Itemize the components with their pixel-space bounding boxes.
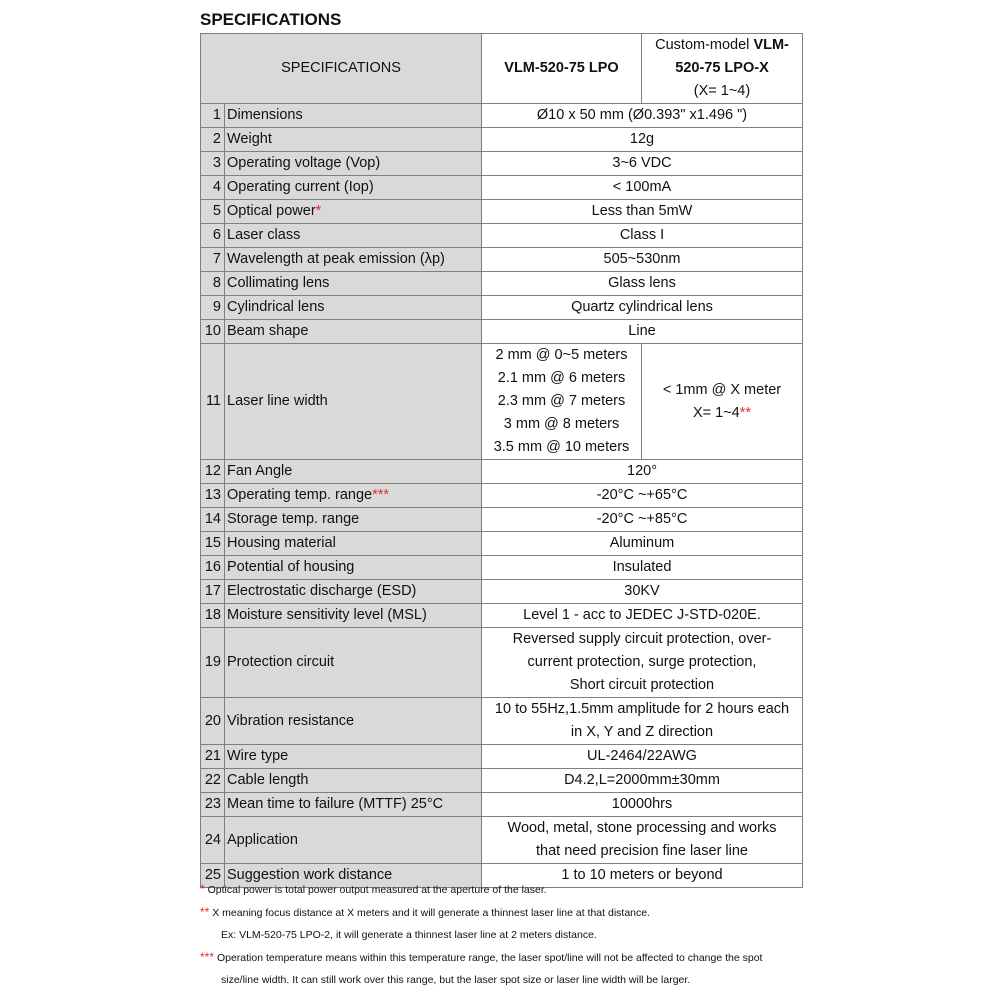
row-value-line: 3 mm @ 8 meters [503, 416, 620, 432]
row-label [225, 460, 482, 484]
row-label-text: Cylindrical lens [227, 299, 325, 315]
row-number: 17 [201, 580, 225, 604]
row-number: 3 [201, 152, 225, 176]
row-label [225, 152, 482, 176]
row-label [225, 484, 482, 508]
row-label-text: Fan Angle [227, 463, 293, 479]
row-value [482, 698, 803, 745]
row-number: 8 [201, 272, 225, 296]
footnote-2 [200, 901, 800, 924]
row-value: 1 to 10 meters or beyond [482, 864, 803, 888]
row-label [225, 104, 482, 128]
table-row [201, 128, 803, 152]
row-label [225, 556, 482, 580]
row-value: 3~6 VDC [482, 152, 803, 176]
row-label-text: Mean time to failure (MTTF) 25°C [227, 796, 444, 812]
row-number: 15 [201, 532, 225, 556]
table-row [201, 320, 803, 344]
table-row [201, 745, 803, 769]
row-value: < 100mA [482, 176, 803, 200]
table-row [201, 604, 803, 628]
row-label-text: Suggestion work distance [227, 867, 393, 883]
row-number: 12 [201, 460, 225, 484]
row-value: Glass lens [482, 272, 803, 296]
custom-value-line: < 1mm @ X meter [662, 381, 782, 398]
row-label [225, 344, 482, 460]
row-label [225, 580, 482, 604]
row-value: -20°C ~+65°C [482, 484, 803, 508]
row-label-text: Operating current (Iop) [227, 179, 374, 195]
row-label [225, 817, 482, 864]
table-row [201, 532, 803, 556]
custom-value-text: X= 1~4 [692, 404, 740, 421]
row-value: 505~530nm [482, 248, 803, 272]
row-number: 7 [201, 248, 225, 272]
footnote-marker: *** [372, 487, 390, 503]
header-custom-bold-b: 520-75 LPO-X [675, 60, 769, 76]
row-value: Level 1 - acc to JEDEC J-STD-020E. [482, 604, 803, 628]
row-number: 19 [201, 628, 225, 698]
row-value-line: Short circuit protection [569, 677, 715, 693]
row-value: Ø10 x 50 mm (Ø0.393" x1.496 ") [482, 104, 803, 128]
row-label [225, 508, 482, 532]
row-number: 20 [201, 698, 225, 745]
row-number: 18 [201, 604, 225, 628]
row-custom-value [642, 344, 803, 460]
row-value-line: 2.1 mm @ 6 meters [497, 370, 626, 386]
row-value-line: Reversed supply circuit protection, over- [512, 631, 772, 647]
table-row [201, 176, 803, 200]
row-number: 6 [201, 224, 225, 248]
row-label-text: Wavelength at peak emission (λp) [227, 251, 445, 267]
row-label-text: Weight [227, 131, 272, 147]
footnote-3-mark: *** [200, 950, 215, 964]
row-label-text: Laser line width [227, 393, 328, 409]
table-row [201, 248, 803, 272]
row-label-text: Wire type [227, 748, 289, 764]
table-row [201, 460, 803, 484]
row-label [225, 532, 482, 556]
row-label [225, 769, 482, 793]
row-label [225, 272, 482, 296]
table-row [201, 224, 803, 248]
row-number: 5 [201, 200, 225, 224]
header-custom-bold-a: VLM- [753, 37, 789, 53]
table-header-row [201, 34, 803, 104]
custom-value-line [644, 402, 800, 425]
row-value [482, 817, 803, 864]
footnote-marker: ** [739, 404, 752, 421]
footnote-3-text: Operation temperature means within this temperature range, the laser spot/line will not be affected to change the spot [216, 952, 763, 964]
row-number: 4 [201, 176, 225, 200]
row-number: 14 [201, 508, 225, 532]
table-row [201, 484, 803, 508]
row-label-text: Optical power [227, 203, 316, 219]
row-value [482, 344, 642, 460]
row-value-line: that need precision fine laser line [536, 843, 748, 859]
row-label-text: Operating voltage (Vop) [227, 155, 381, 171]
row-label [225, 296, 482, 320]
row-value: Line [482, 320, 803, 344]
row-label [225, 793, 482, 817]
row-label-text: Storage temp. range [227, 511, 360, 527]
row-value: Class I [482, 224, 803, 248]
table-row [201, 769, 803, 793]
row-number: 23 [201, 793, 225, 817]
row-value-line: 10 to 55Hz,1.5mm amplitude for 2 hours each [494, 701, 790, 717]
row-label-text: Application [227, 831, 298, 848]
table-row [201, 272, 803, 296]
page-title: SPECIFICATIONS [200, 10, 342, 29]
table-row [201, 200, 803, 224]
row-value: UL-2464/22AWG [482, 745, 803, 769]
footnote-2-text: X meaning focus distance at X meters and it will generate a thinnest laser line at that distance. [212, 907, 651, 919]
row-value: 30KV [482, 580, 803, 604]
row-value: 10000hrs [482, 793, 803, 817]
row-value [482, 628, 803, 698]
row-value-line: in X, Y and Z direction [570, 724, 714, 740]
row-label-text: Housing material [227, 535, 336, 551]
row-value-line: Wood, metal, stone processing and works [507, 820, 777, 836]
row-label-text: Operating temp. range [227, 487, 373, 503]
header-custom-model [642, 34, 803, 104]
header-specifications: SPECIFICATIONS [201, 34, 482, 104]
row-label [225, 698, 482, 745]
row-number: 21 [201, 745, 225, 769]
row-label [225, 604, 482, 628]
row-label-text: Dimensions [227, 107, 303, 123]
footnote-marker: * [315, 203, 322, 219]
row-number: 22 [201, 769, 225, 793]
table-row [201, 104, 803, 128]
footnote-3 [200, 946, 800, 969]
row-label [225, 248, 482, 272]
row-number: 10 [201, 320, 225, 344]
table-row [201, 344, 803, 460]
row-label-text: Beam shape [227, 323, 309, 339]
row-value: -20°C ~+85°C [482, 508, 803, 532]
row-number: 11 [201, 344, 225, 460]
footnote-2-example: Ex: VLM-520-75 LPO-2, it will generate a thinnest laser line at 2 meters distance. [221, 929, 597, 941]
table-row [201, 628, 803, 698]
row-number: 25 [201, 864, 225, 888]
row-label [225, 628, 482, 698]
row-value: 12g [482, 128, 803, 152]
row-label [225, 320, 482, 344]
table-row [201, 817, 803, 864]
footnote-1-text: Optical power is total power output measured at the aperture of the laser. [207, 884, 547, 896]
row-number: 24 [201, 817, 225, 864]
footnote-1 [200, 878, 800, 901]
row-label [225, 176, 482, 200]
row-label-text: Protection circuit [227, 654, 335, 670]
footnote-3-continued: size/line width. It can still work over this range, but the laser spot size or laser line width will be larger. [221, 974, 691, 986]
table-row [201, 793, 803, 817]
header-custom-sub: (X= 1~4) [693, 83, 751, 99]
table-row [201, 296, 803, 320]
row-label-text: Moisture sensitivity level (MSL) [227, 607, 427, 623]
footnote-1-mark: * [200, 882, 205, 896]
row-value-line: 2.3 mm @ 7 meters [497, 393, 626, 409]
row-label-text: Laser class [227, 227, 301, 243]
row-value-line: 3.5 mm @ 10 meters [493, 439, 630, 455]
row-value: Less than 5mW [482, 200, 803, 224]
row-value: Aluminum [482, 532, 803, 556]
row-number: 13 [201, 484, 225, 508]
table-row [201, 556, 803, 580]
row-value: Quartz cylindrical lens [482, 296, 803, 320]
table-row [201, 508, 803, 532]
spec-table [200, 33, 803, 888]
table-row [201, 152, 803, 176]
row-label [225, 200, 482, 224]
row-value: D4.2,L=2000mm±30mm [482, 769, 803, 793]
row-label-text: Collimating lens [227, 275, 330, 291]
footnote-2-mark: ** [200, 905, 210, 919]
footnotes [200, 878, 800, 991]
row-number: 9 [201, 296, 225, 320]
row-number: 16 [201, 556, 225, 580]
row-label [225, 224, 482, 248]
row-label-text: Potential of housing [227, 559, 355, 575]
row-label [225, 128, 482, 152]
row-value: 120° [482, 460, 803, 484]
row-label-text: Vibration resistance [227, 712, 355, 729]
row-number: 1 [201, 104, 225, 128]
table-row [201, 698, 803, 745]
table-row [201, 580, 803, 604]
row-value-line: 2 mm @ 0~5 meters [495, 347, 628, 363]
row-value: Insulated [482, 556, 803, 580]
header-custom-prefix: Custom-model [655, 37, 754, 53]
row-number: 2 [201, 128, 225, 152]
row-value-line: current protection, surge protection, [527, 654, 757, 670]
row-label [225, 745, 482, 769]
row-label-text: Cable length [227, 772, 309, 788]
header-model: VLM-520-75 LPO [482, 34, 642, 104]
row-label-text: Electrostatic discharge (ESD) [227, 583, 417, 599]
